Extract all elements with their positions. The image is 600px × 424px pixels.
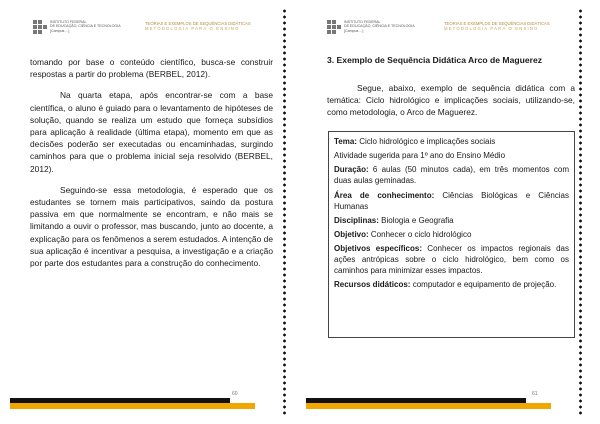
duracao-row: Duração: 6 aulas (50 minutos cada), em três momentos com duas aulas geminadas. bbox=[334, 165, 569, 186]
recursos-row: Recursos didáticos: computador e equipamento de projeção. bbox=[334, 280, 557, 290]
running-header: TEORIAS E EXEMPLOS DE SEQUÊNCIAS DIDÁTICAS METODOLOGIA PARA O ENSINO bbox=[444, 21, 550, 32]
paragraph: Seguindo-se essa metodologia, é esperado que os estudantes se tornem mais participativos, saindo da postura passiva em que normalmente se encontram, e não mais se limitando a ouvir o professor, mas buscando, junto ao docente, a explicação para os fenômenos a serem estudados. A intenção de sua aplicação é incentivar a pesquisa, a investigação e a criação por parte dos estudantes para a construção do conhecimento. bbox=[30, 184, 273, 269]
objetivo-row: Objetivo: Conhecer o ciclo hidrológico bbox=[334, 229, 472, 239]
objetivos-especificos-row: Objetivos específicos: Conhecer os impactos regionais das ações antrópicas sobre o ciclo hidrológico, bem como os caminhos para minimizar esses impactos. bbox=[334, 244, 569, 276]
atividade-row: Atividade sugerida para 1º ano do Ensino Médio bbox=[334, 151, 506, 161]
paragraph: tomando por base o conteúdo científico, busca-se construir respostas a partir do problema (BERBEL, 2012). bbox=[30, 57, 273, 80]
area-row: Área de conhecimento: Ciências Biológicas e Ciências Humanas bbox=[334, 190, 569, 211]
paragraph: Na quarta etapa, após encontrar-se com a base científica, o aluno é guiado para o levantamento de hipóteses de solução, quando se realiza um estudo que forneça subsídios para aplicação à realidade (última etapa), momento em que as decisões poderão ser executadas ou encaminhadas, surgindo caminhos para que o problema inicial seja resolvido (BERBEL, 2012). bbox=[30, 90, 273, 174]
institution-logo-icon bbox=[327, 20, 341, 34]
paragraph: Segue, abaixo, exemplo de sequência didática com a temática: Ciclo hidrológico e implicações sociais, utilizando-se, como metodologia, o Arco de Maguerez. bbox=[327, 83, 575, 118]
running-header: TEORIAS E EXEMPLOS DE SEQUÊNCIAS DIDÁTICAS METODOLOGIA PARA O ENSINO bbox=[145, 21, 251, 32]
section-heading: 3. Exemplo de Sequência Didática Arco de Maguerez bbox=[327, 55, 543, 65]
page-number: 60 bbox=[232, 391, 238, 397]
lesson-plan-box bbox=[328, 131, 575, 338]
right-intro-text bbox=[327, 82, 575, 128]
right-footer-bar bbox=[306, 391, 551, 410]
tema-row: Tema: Ciclo hidrológico e implicações sociais bbox=[334, 137, 496, 146]
right-header bbox=[327, 20, 572, 42]
left-header bbox=[33, 20, 273, 42]
institution-name: INSTITUTO FEDERAL DE EDUCAÇÃO, CIÊNCIA E TECNOLOGIA [Campus ...] bbox=[50, 20, 121, 33]
disciplinas-row: Disciplinas: Biologia e Geografia bbox=[334, 215, 454, 225]
page-divider bbox=[283, 8, 286, 416]
left-body-text bbox=[30, 56, 273, 278]
page-number: 61 bbox=[532, 391, 538, 397]
institution-name: INSTITUTO FEDERAL DE EDUCAÇÃO, CIÊNCIA E TECNOLOGIA [Campus ...] bbox=[344, 20, 415, 33]
institution-logo-icon bbox=[33, 20, 47, 34]
page-edge-dots bbox=[579, 8, 582, 416]
left-footer-bar bbox=[10, 391, 255, 410]
right-page bbox=[300, 0, 600, 424]
